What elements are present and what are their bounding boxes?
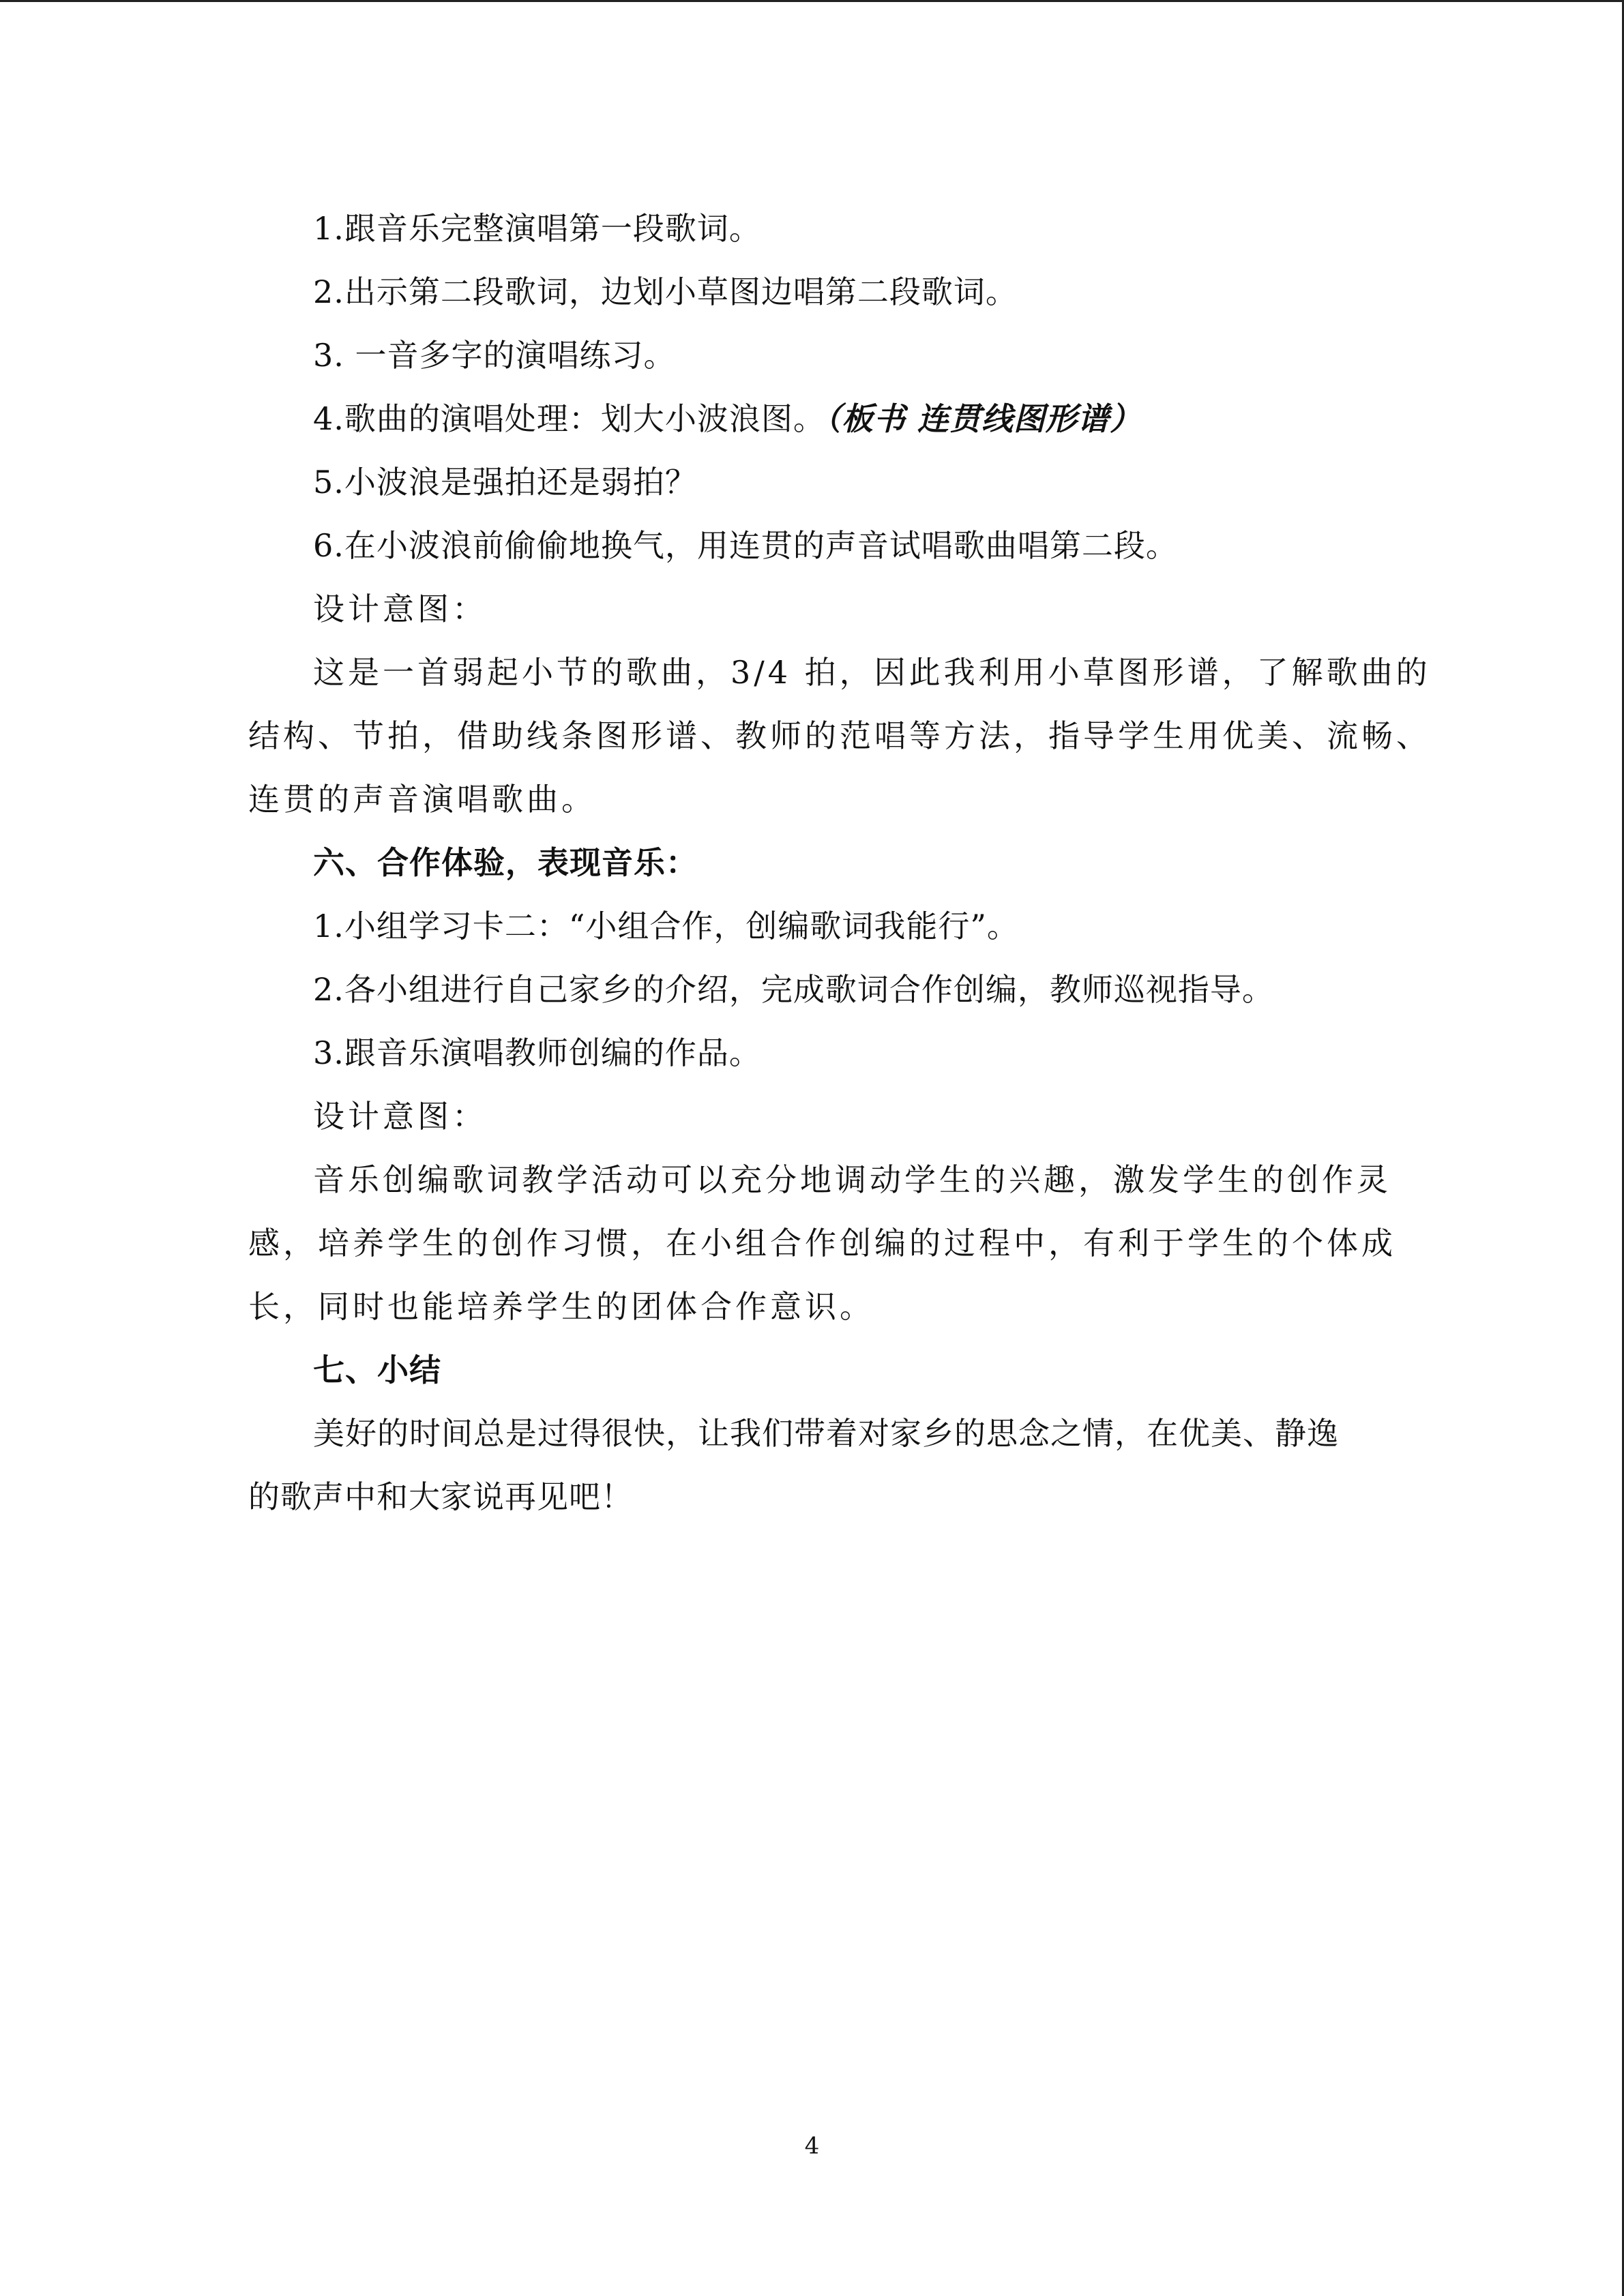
step-4-performance	[313, 398, 1142, 439]
step-1-full-song: 1.跟音乐完整演唱第一段歌词。	[313, 210, 761, 247]
design-intent-text-2c: 长，同时也能培养学生的团体合作意识。	[248, 1288, 874, 1325]
design-intent-text-1b: 结构、节拍，借助线条图形谱、教师的范唱等方法，指导学生用优美、流畅、	[248, 717, 1431, 754]
summary-text-a: 美好的时间总是过得很快，让我们带着对家乡的思念之情，在优美、静逸	[313, 1415, 1339, 1452]
step-5-question: 5.小波浪是强拍还是弱拍？	[313, 464, 697, 501]
step-3-melisma-practice: 3. 一音多字的演唱练习。	[313, 337, 676, 374]
design-intent-text-2b: 感，培养学生的创作习惯，在小组合作创编的过程中，有利于学生的个体成	[248, 1225, 1396, 1262]
step-2-second-verse: 2.出示第二段歌词，边划小草图边唱第二段歌词。	[313, 273, 1018, 310]
design-intent-text-1c: 连贯的声音演唱歌曲。	[248, 781, 596, 818]
page-number: 4	[804, 2132, 820, 2160]
design-intent-text-1a: 这是一首弱起小节的歌曲，3/4 拍，因此我利用小草图形谱，了解歌曲的	[313, 654, 1431, 691]
design-intent-label-1: 设计意图：	[313, 591, 487, 627]
board-note: （板书 连贯线图形谱）	[825, 400, 1142, 437]
design-intent-label-2: 设计意图：	[313, 1098, 487, 1135]
group-introduction: 2.各小组进行自己家乡的介绍，完成歌词合作创编，教师巡视指导。	[313, 971, 1274, 1008]
section-six-heading: 六、合作体验，表现音乐：	[313, 844, 698, 881]
step-4-text: 4.歌曲的演唱处理：划大小波浪图。	[313, 400, 825, 437]
section-seven-heading: 七、小结	[313, 1352, 441, 1388]
design-intent-text-2a: 音乐创编歌词教学活动可以充分地调动学生的兴趣，激发学生的创作灵	[313, 1161, 1391, 1198]
sing-teacher-work: 3.跟音乐演唱教师创编的作品。	[313, 1034, 761, 1071]
group-card-two: 1.小组学习卡二：“小组合作，创编歌词我能行”。	[313, 908, 1019, 944]
step-6-breathing: 6.在小波浪前偷偷地换气，用连贯的声音试唱歌曲唱第二段。	[313, 527, 1178, 564]
summary-text-b: 的歌声中和大家说再见吧！	[248, 1478, 633, 1515]
